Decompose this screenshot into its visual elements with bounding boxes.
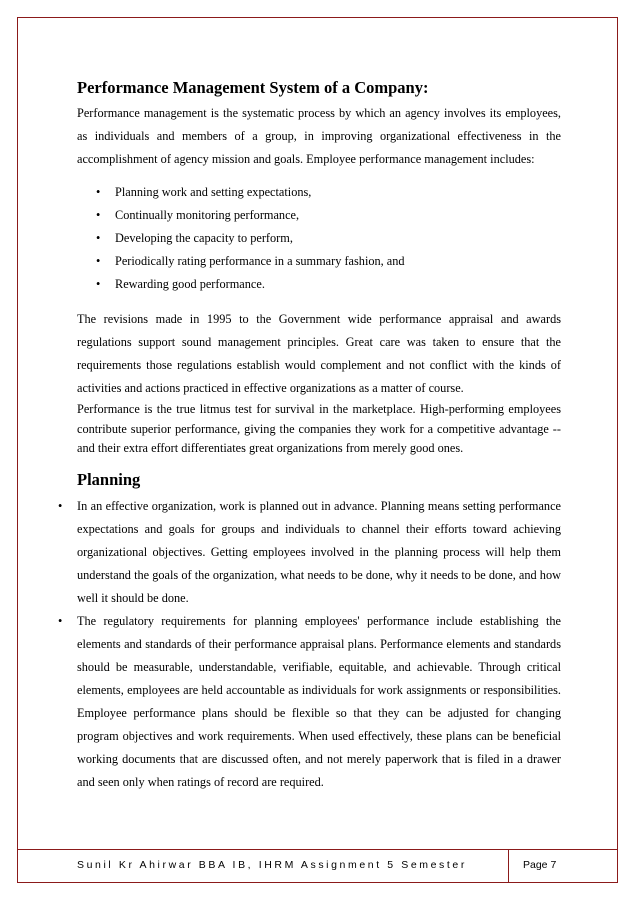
intro-paragraph: Performance management is the systematic process by which an agency involves its employees, as individuals and members of a group, in improving organizational effectiveness in the accomplishment of agency mission and goals. Employee performance management includes: xyxy=(77,106,561,166)
page-number: Page 7 xyxy=(523,859,557,871)
page-footer xyxy=(17,849,618,883)
list-item: • Planning work and setting expectations, xyxy=(77,181,561,204)
list-item: • In an effective organization, work is planned out in advance. Planning means setting performance expectations and goals for groups and individuals to channel their efforts toward achieving organizational objectives. Getting employees involved in the planning process will help them understand the goals of the organization, what needs to be done, why it needs to be done, and how well it should be done. xyxy=(77,495,561,610)
list-item: • Rewarding good performance. xyxy=(77,273,561,296)
bullet-icon: • xyxy=(96,185,101,199)
planning-list xyxy=(58,495,561,794)
list-item: • Developing the capacity to perform, xyxy=(77,227,561,250)
revisions-paragraph: The revisions made in 1995 to the Government wide performance appraisal and awards regulations support sound management principles. Great care was taken to ensure that the requirements those regulations establish would complement and not conflict with the kinds of activities and actions practiced in effective organizations as a matter of course. xyxy=(77,312,561,395)
page-content xyxy=(58,78,561,794)
list-item: • Continually monitoring performance, xyxy=(77,204,561,227)
planning-heading: Planning xyxy=(77,469,141,489)
bullet-icon: • xyxy=(96,231,101,245)
section-heading: Performance Management System of a Company: xyxy=(77,78,429,97)
footer-author-text: Sunil Kr Ahirwar BBA IB, IHRM Assignment 5 Semester xyxy=(77,859,467,871)
bullet-icon: • xyxy=(96,254,101,268)
bullet-icon: • xyxy=(96,208,101,222)
litmus-paragraph: Performance is the true litmus test for survival in the marketplace. High-performing employees contribute superior performance, giving the companies they work for a competitive advantage -- and their extra effort differentiates great organizations from merely good ones. xyxy=(77,402,561,455)
bullet-icon: • xyxy=(58,498,63,513)
page-number-box xyxy=(508,850,612,882)
bullet-icon: • xyxy=(58,613,63,628)
list-item: • The regulatory requirements for planning employees' performance include establishing the elements and standards of their performance appraisal plans. Performance elements and standards should be measurable, understandable, verifiable, equitable, and achievable. Through critical elements, employees are held accountable as individuals for work assignments or responsibilities. Employee performance plans should be flexible so that they can be adjusted for changing program objectives and work requirements. When used effectively, these plans can be beneficial working documents that are discussed often, and not merely paperwork that is filed in a drawer and seen only when ratings of record are required. xyxy=(77,610,561,794)
includes-list xyxy=(77,181,561,296)
list-item: • Periodically rating performance in a summary fashion, and xyxy=(77,250,561,273)
bullet-icon: • xyxy=(96,277,101,291)
